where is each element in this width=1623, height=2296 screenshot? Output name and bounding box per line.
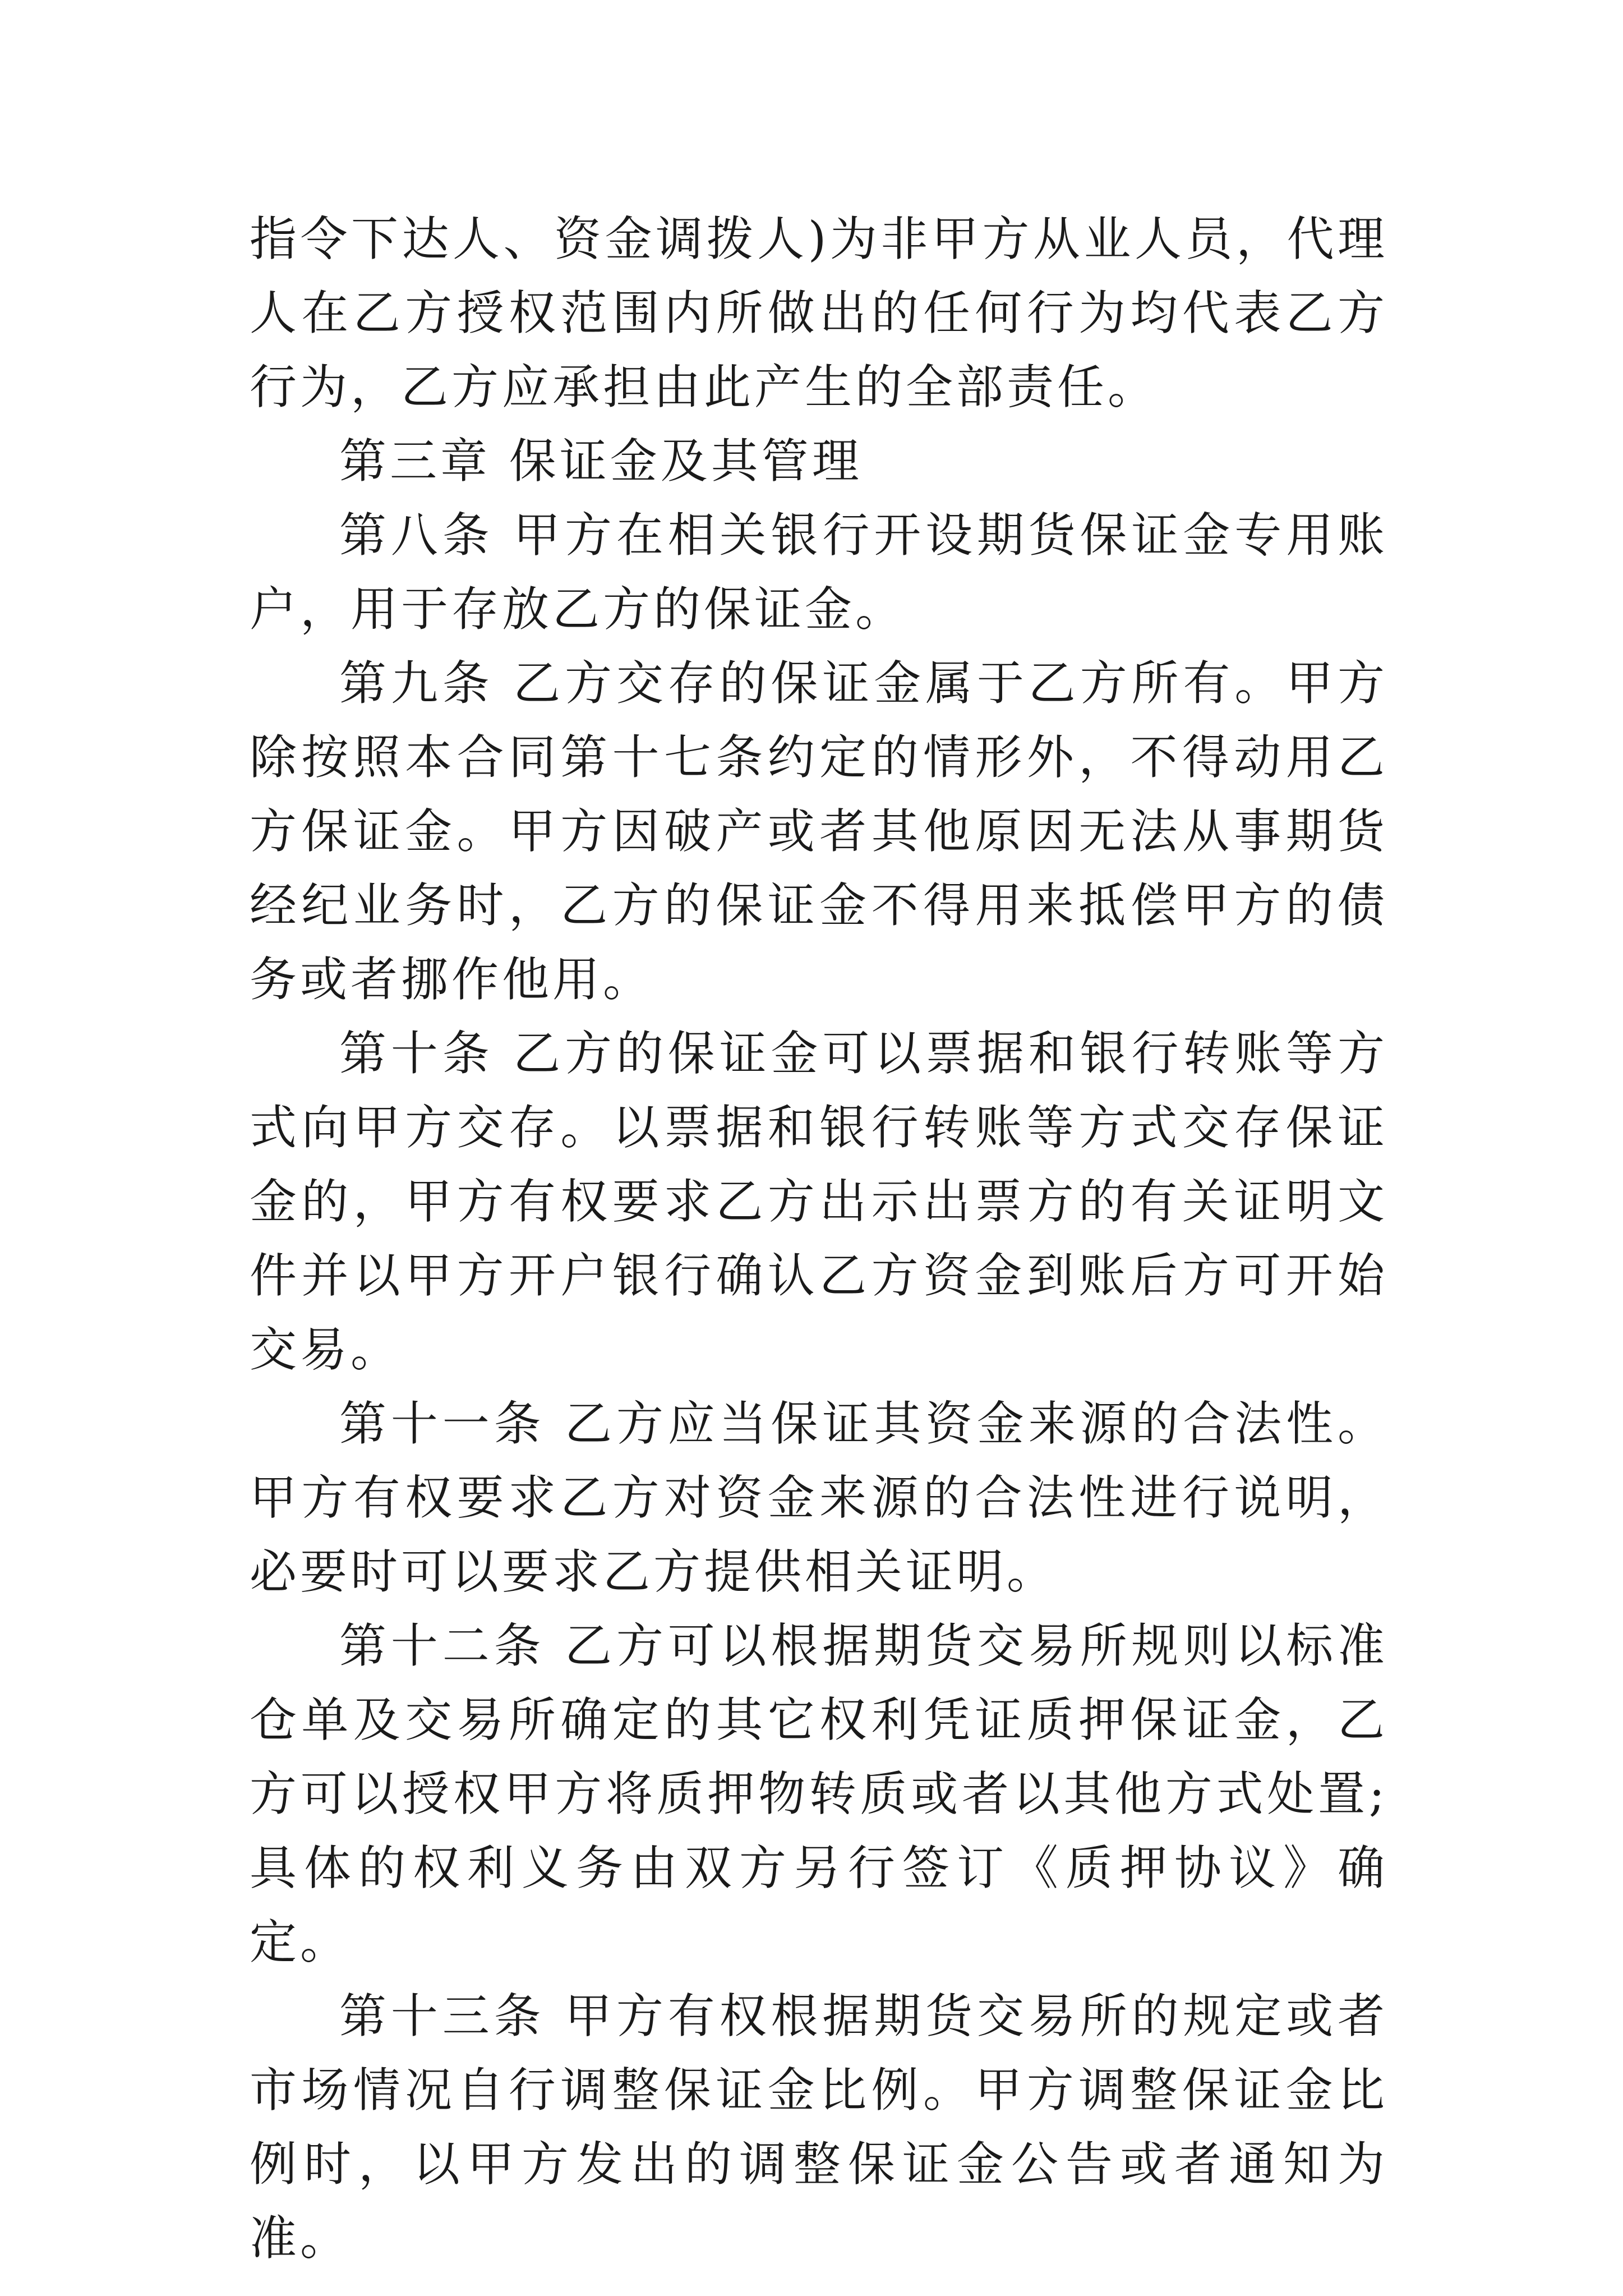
article-10: 第十条 乙方的保证金可以票据和银行转账等方式向甲方交存。以票据和银行转账等方式交存保证金的，甲方有权要求乙方出示出票方的有关证明文件并以甲方开户银行确认乙方资金到账后方可开始交易。 bbox=[250, 1026, 1388, 1377]
article-9: 第九条 乙方交存的保证金属于乙方所有。甲方除按照本合同第十七条约定的情形外，不得动用乙方保证金。甲方因破产或者其他原因无法从事期货经纪业务时，乙方的保证金不得用来抵偿甲方的债务或者挪作他用。 bbox=[250, 656, 1388, 1007]
article-11: 第十一条 乙方应当保证其资金来源的合法性。甲方有权要求乙方对资金来源的合法性进行说明，必要时可以要求乙方提供相关证明。 bbox=[250, 1396, 1388, 1599]
document-body bbox=[250, 202, 1388, 2275]
article-8: 第八条 甲方在相关银行开设期货保证金专用账户，用于存放乙方的保证金。 bbox=[250, 508, 1388, 637]
article-12: 第十二条 乙方可以根据期货交易所规则以标准仓单及交易所确定的其它权利凭证质押保证金，乙方可以授权甲方将质押物转质或者以其他方式处置;具体的权利义务由双方另行签订《质押协议》确定。 bbox=[250, 1618, 1388, 1970]
article-13: 第十三条 甲方有权根据期货交易所的规定或者市场情况自行调整保证金比例。甲方调整保证金比例时，以甲方发出的调整保证金公告或者通知为准。 bbox=[250, 1989, 1388, 2266]
paragraph-continuation: 指令下达人、资金调拨人)为非甲方从业人员，代理人在乙方授权范围内所做出的任何行为均代表乙方行为，乙方应承担由此产生的全部责任。 bbox=[250, 211, 1388, 415]
chapter-heading: 第三章 保证金及其管理 bbox=[339, 434, 863, 489]
